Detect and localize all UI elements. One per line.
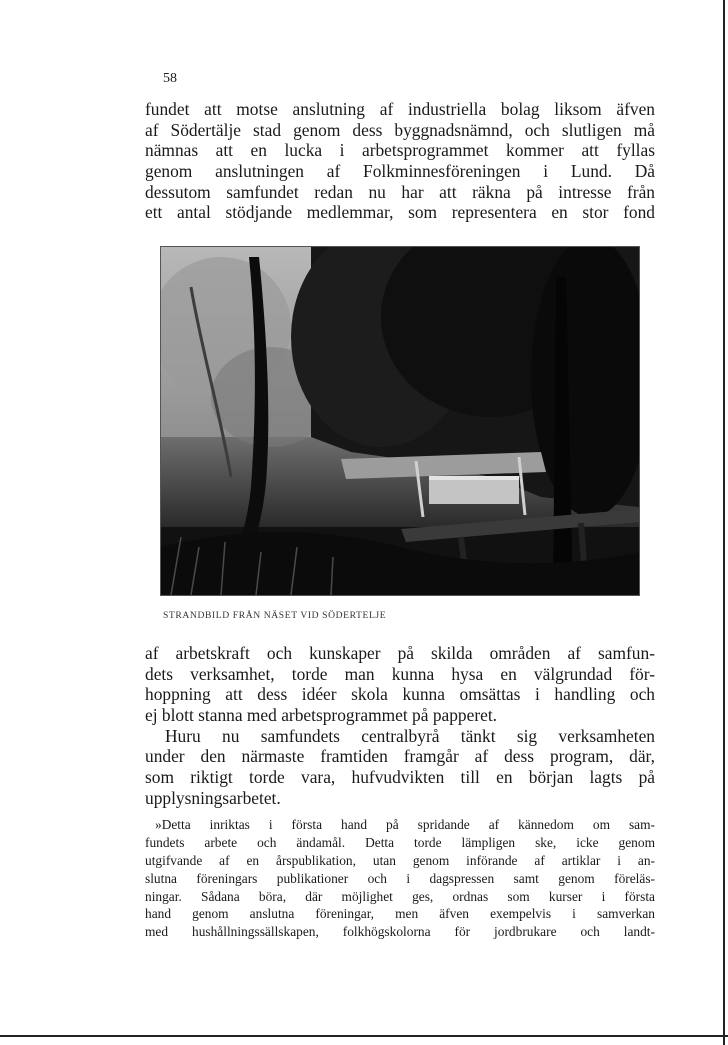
- top-paragraph: [145, 99, 655, 223]
- text-line: ett antal stödjande medlemmar, som representera en stor fond: [145, 202, 655, 223]
- text-line: fundet att motse anslutning af industriella bolag liksom äfven: [145, 99, 655, 119]
- photo-illustration: [161, 247, 639, 595]
- text-line: under den närmaste framtiden framgår af dess program, där,: [145, 746, 655, 767]
- scan-edge-bottom: [0, 1035, 728, 1037]
- text-line: utgifvande af en årspublikation, utan genom införande af artiklar i an-: [145, 852, 655, 868]
- quote-paragraph: [145, 816, 655, 941]
- text-line: »Detta inriktas i första hand på spridande af kännedom om sam-: [155, 817, 655, 832]
- text-line: af Södertälje stad genom dess byggnadsnämnd, och slutligen må: [145, 119, 655, 140]
- figure-caption: STRANDBILD FRÅN NÄSET VID SÖDERTELJE: [163, 610, 387, 621]
- text-line: ej blott stanna med arbetsprogrammet på papperet.: [145, 705, 498, 726]
- middle-paragraph: [145, 643, 655, 809]
- text-line: Huru nu samfundets centralbyrå tänkt sig verksamheten: [165, 725, 655, 746]
- text-line: ningar. Sådana böra, där möjlighet ges, ordnas som kurser i första: [145, 888, 655, 904]
- text-line: som riktigt torde vara, hufvudvikten till en början lagts på: [145, 767, 655, 788]
- lakeshore-photograph: [160, 246, 640, 596]
- scan-edge-right: [723, 0, 725, 1045]
- text-line: dessutom samfundet redan nu har att räkna på intresse från: [145, 181, 655, 202]
- text-line: genom anslutningen af Folkminnesföreningen i Lund. Då: [145, 161, 655, 182]
- text-line: hand genom anslutna föreningar, men äfven exempelvis i samverkan: [145, 906, 655, 922]
- text-line: hoppning att dess idéer skola kunna omsättas i handling och: [145, 684, 655, 705]
- text-line: dets verksamhet, torde man kunna hysa en välgrundad för-: [145, 663, 655, 684]
- text-line: nämnas att en lucka i arbetsprogrammet kommer att fyllas: [145, 140, 655, 161]
- text-line: af arbetskraft och kunskaper på skilda områden af samfun-: [145, 643, 655, 663]
- text-line: upplysningsarbetet.: [145, 787, 281, 808]
- text-line: slutna föreningars publikationer och i dagspressen samt genom föreläs-: [145, 870, 655, 886]
- text-line: fundets arbete och ändamål. Detta torde lämpligen ske, icke genom: [145, 834, 655, 850]
- text-line: med hushållningssällskapen, folkhögskolorna för jordbrukare och landt-: [145, 924, 655, 940]
- page-number: 58: [163, 71, 177, 86]
